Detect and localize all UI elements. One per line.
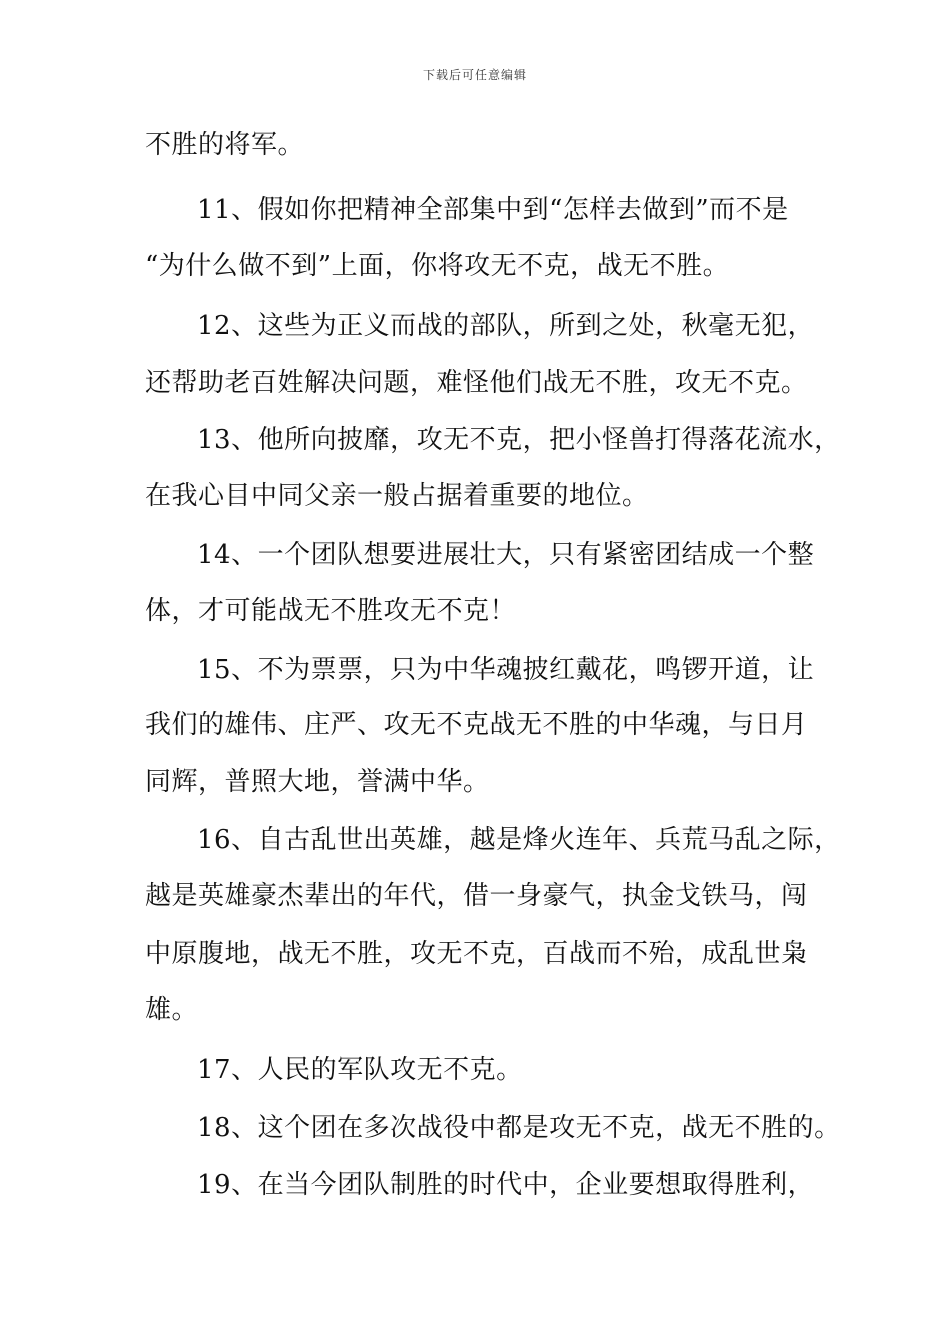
text-line: 体，才可能战无不胜攻无不克！ <box>145 596 517 626</box>
text-line: 19、在当今团队制胜的时代中，企业要想取得胜利， <box>197 1170 815 1200</box>
text-line: 16、自古乱世出英雄，越是烽火连年、兵荒马乱之际， <box>197 825 841 855</box>
text-line: 雄。 <box>145 995 199 1025</box>
text-line: 我们的雄伟、庄严、攻无不克战无不胜的中华魂，与日月 <box>145 710 808 740</box>
text-line: 11、假如你把精神全部集中到“怎样去做到”而不是 <box>197 195 789 225</box>
text-line: 17、人民的军队攻无不克。 <box>197 1055 523 1085</box>
text-line: 14、一个团队想要进展壮大，只有紧密团结成一个整 <box>197 540 815 570</box>
page-header: 下载后可任意编辑 <box>422 68 527 82</box>
text-line: 不胜的将军。 <box>145 130 305 160</box>
text-line: 15、不为票票，只为中华魂披红戴花，鸣锣开道，让 <box>197 655 815 685</box>
text-line: 中原腹地，战无不胜，攻无不克，百战而不殆，成乱世枭 <box>145 939 808 969</box>
text-line: 在我心目中同父亲一般占据着重要的地位。 <box>145 481 649 511</box>
text-line: 12、这些为正义而战的部队，所到之处，秋毫无犯， <box>197 311 815 341</box>
text-line: 越是英雄豪杰辈出的年代，借一身豪气，执金戈铁马，闯 <box>145 881 808 911</box>
text-line: 18、这个团在多次战役中都是攻无不克，战无不胜的。 <box>197 1113 841 1143</box>
text-line: 13、他所向披靡，攻无不克，把小怪兽打得落花流水， <box>197 425 841 455</box>
text-line: 同辉，普照大地，誉满中华。 <box>145 767 490 797</box>
text-line: “为什么做不到”上面，你将攻无不克，战无不胜。 <box>145 251 730 281</box>
text-line: 还帮助老百姓解决问题，难怪他们战无不胜，攻无不克。 <box>145 368 808 398</box>
